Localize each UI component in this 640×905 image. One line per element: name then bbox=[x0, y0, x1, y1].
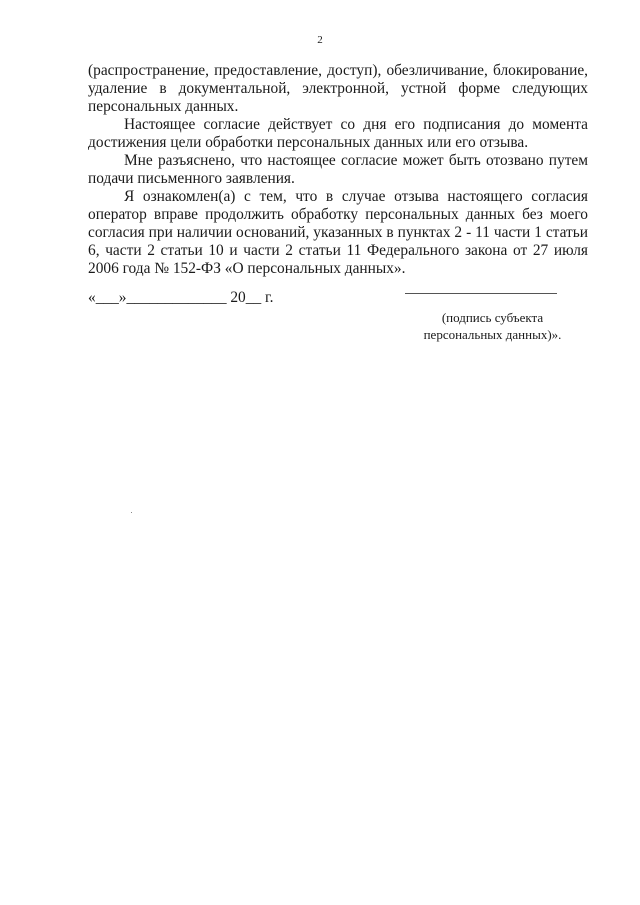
paragraph-revocation: Мне разъяснено, что настоящее согласие может быть отозвано путем подачи письменного заявления. bbox=[88, 152, 588, 187]
date-field: «___»_____________ 20__ г. bbox=[88, 289, 274, 306]
signature-line bbox=[405, 293, 557, 294]
signature-caption: (подпись субъекта персональных данных)». bbox=[423, 310, 562, 342]
document-body bbox=[88, 62, 588, 278]
paragraph-continuation: (распространение, предоставление, доступ), обезличивание, блокирование, удаление в документальной, электронной, устной форме следующих персональных данных. bbox=[88, 62, 588, 115]
scan-speck bbox=[131, 512, 132, 513]
paragraph-acknowledgement: Я ознакомлен(а) с тем, что в случае отзыва настоящего согласия оператор вправе продолжить обработку персональных данных без моего согласия при наличии оснований, указанных в пунктах 2 - 11 части 1 статьи 6, части 2 статьи 10 и части 2 статьи 11 Федерального закона от 27 июля 2006 года № 152-ФЗ «О персональных данных». bbox=[88, 188, 588, 277]
page-number: 2 bbox=[317, 34, 323, 46]
paragraph-validity: Настоящее согласие действует со дня его подписания до момента достижения цели обработки персональных данных или его отзыва. bbox=[88, 116, 588, 151]
